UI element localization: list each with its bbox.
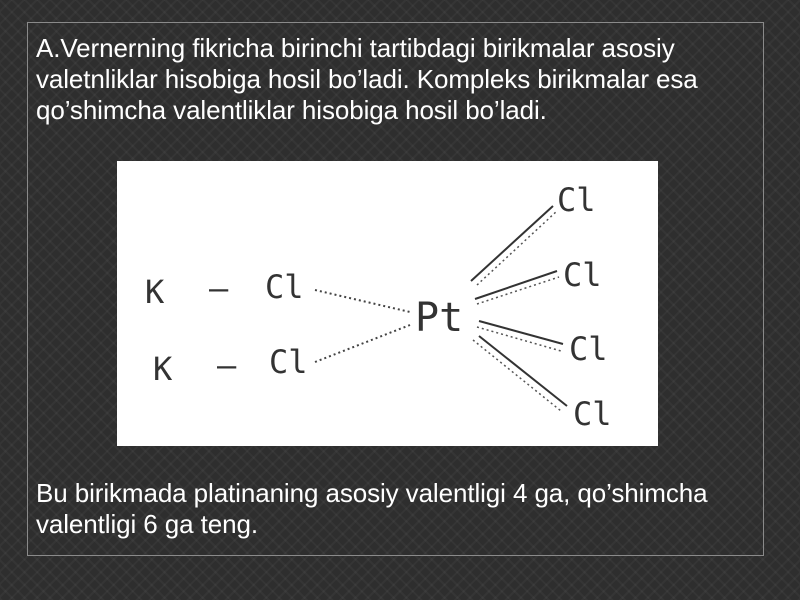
cl-right-2: Cl	[563, 256, 602, 294]
conclusion-paragraph: Bu birikmada platinaning asosiy valentligi 4 ga, qo’shimcha valentligi 6 ga teng.	[36, 478, 708, 539]
cl-right-3: Cl	[569, 330, 608, 368]
solid-bond-right-2	[475, 271, 557, 299]
k-label-2: K	[153, 350, 173, 388]
intro-paragraph: A.Vernerning fikricha birinchi tartibdagi birikmalar asosiy valetnliklar hisobiga hosil bo’ladi. Kompleks birikmalar esa qo’shimcha valentliklar hisobiga hosil bo’ladi.	[36, 33, 698, 125]
dotted-bond-right-2	[477, 277, 559, 304]
k-label-1: K	[145, 273, 165, 311]
solid-bond-right-4	[479, 336, 567, 406]
cl-right-1: Cl	[557, 181, 596, 219]
cl-right-4: Cl	[573, 395, 612, 433]
cl-left-2: Cl	[269, 343, 308, 381]
dotted-bond-right-1	[477, 211, 557, 285]
dash-2: –	[217, 346, 237, 384]
pt-label: Pt	[415, 295, 464, 341]
solid-bond-right-1	[471, 206, 553, 281]
structure-diagram	[117, 161, 658, 446]
dotted-bond-left-2	[315, 325, 410, 362]
dash-1: –	[209, 269, 229, 307]
diagram-svg	[117, 161, 658, 446]
solid-bond-right-3	[479, 321, 563, 344]
dotted-bond-right-4	[473, 340, 561, 411]
cl-left-1: Cl	[265, 268, 304, 306]
dotted-bond-left-1	[315, 290, 410, 312]
